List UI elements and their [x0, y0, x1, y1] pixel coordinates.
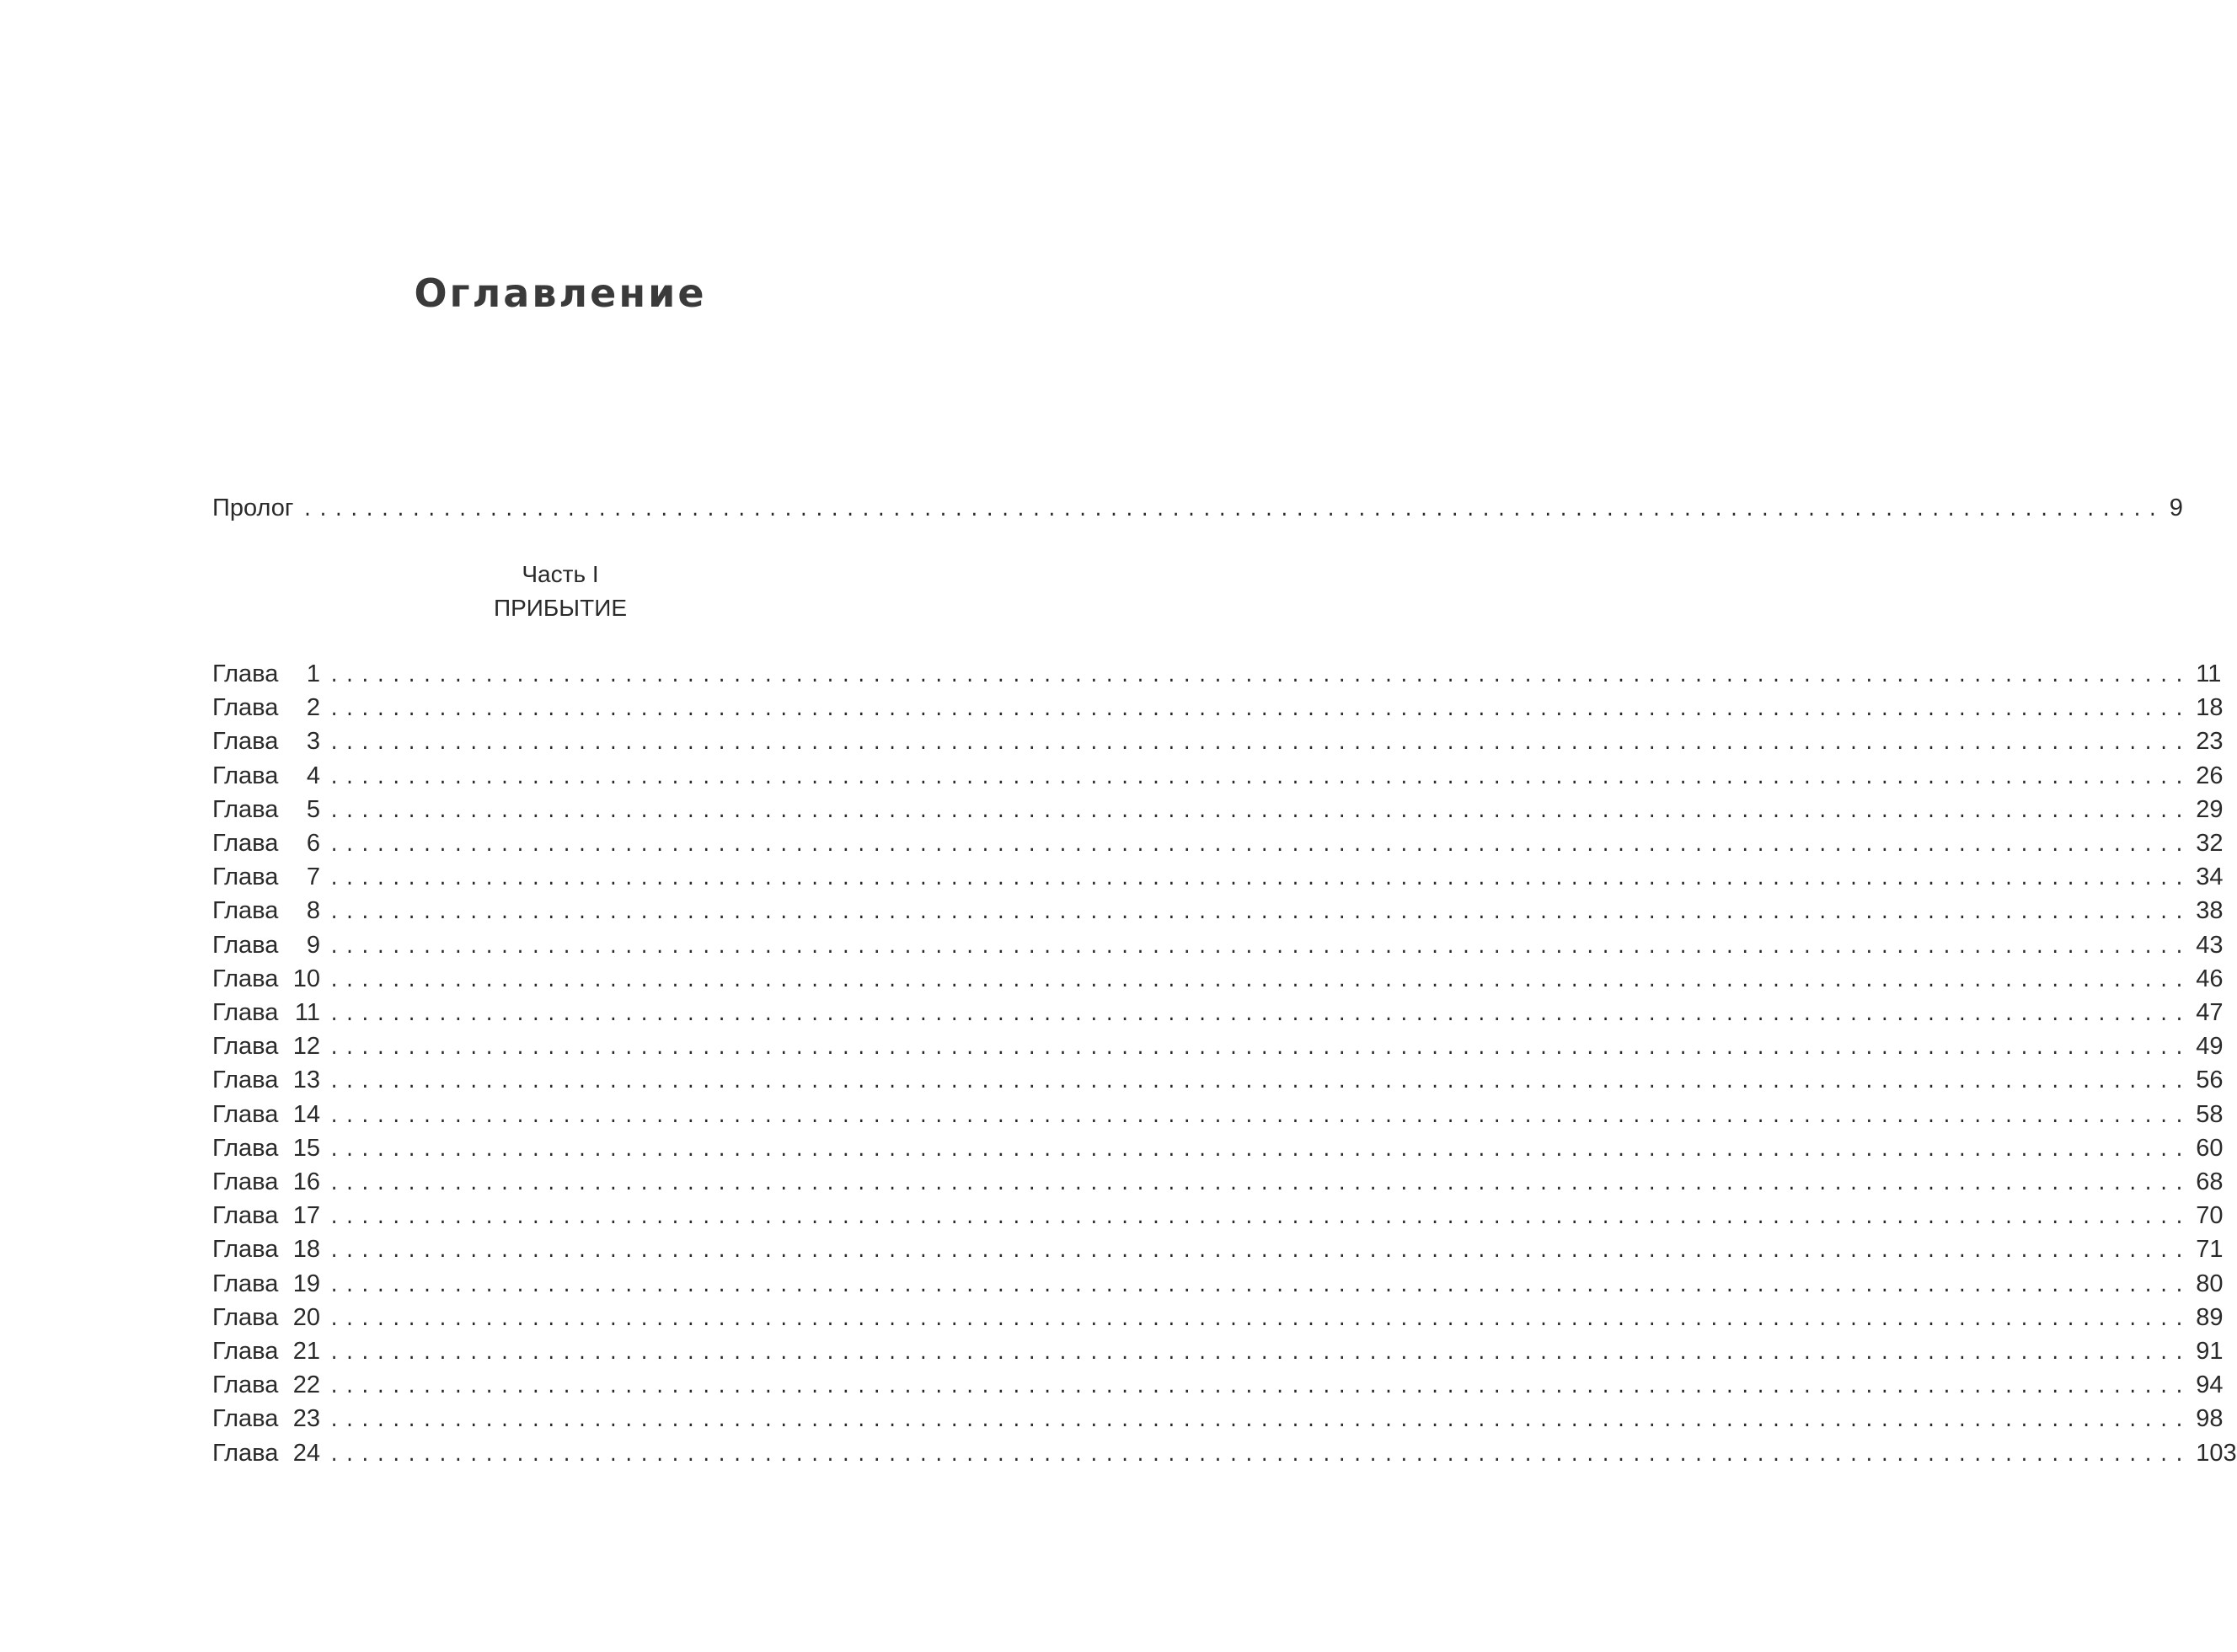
chapter-page-number: 91 — [2196, 1338, 2224, 1365]
prologue-page-number: 9 — [2169, 495, 2183, 521]
toc-entry-chapter[interactable] — [212, 1368, 2224, 1402]
chapter-label — [212, 826, 320, 860]
toc-entry-chapter[interactable] — [212, 1402, 2224, 1435]
chapter-number: 4 — [306, 762, 320, 789]
toc-entry-chapter[interactable] — [212, 826, 2224, 860]
dot-leader: ........................................................................................................................ — [329, 836, 2190, 857]
dot-leader: ........................................................................................................................ — [329, 1344, 2190, 1365]
chapter-word: Глава — [212, 1100, 279, 1128]
dot-leader: ........................................................................................................................ — [329, 734, 2190, 756]
toc-entry-chapter[interactable] — [212, 928, 2224, 962]
chapter-number: 24 — [292, 1439, 320, 1467]
part-heading — [0, 558, 1121, 625]
dot-leader: ........................................................................................................................ — [329, 869, 2190, 891]
chapter-page-number: 47 — [2196, 999, 2224, 1026]
toc-entry-chapter[interactable] — [212, 691, 2224, 724]
chapter-page-number: 70 — [2196, 1202, 2224, 1230]
chapter-label — [212, 1199, 320, 1232]
chapter-number: 12 — [292, 1033, 320, 1061]
toc-entry-chapter[interactable] — [212, 962, 2224, 996]
chapter-word: Глава — [212, 694, 279, 722]
chapter-number: 13 — [292, 1067, 320, 1094]
chapter-word: Глава — [212, 965, 279, 992]
chapter-number: 3 — [306, 728, 320, 756]
dot-leader: ........................................................................................................................ — [329, 1377, 2190, 1399]
chapter-number: 17 — [292, 1202, 320, 1230]
chapter-page-number: 80 — [2196, 1270, 2224, 1297]
chapter-page-number: 98 — [2196, 1405, 2224, 1433]
chapter-label — [212, 1063, 320, 1097]
dot-leader: ........................................................................................................................ — [329, 666, 2190, 687]
chapter-number: 10 — [292, 965, 320, 992]
chapter-number: 5 — [306, 795, 320, 823]
chapter-word: Глава — [212, 1338, 279, 1365]
dot-leader: ........................................................................................................................ — [329, 1411, 2190, 1433]
toc-entry-chapter[interactable] — [212, 1165, 2224, 1199]
page-title: Оглавление — [414, 270, 707, 316]
chapter-label — [212, 894, 320, 928]
chapter-page-number: 56 — [2196, 1067, 2224, 1094]
chapter-word: Глава — [212, 1270, 279, 1297]
chapter-number: 22 — [292, 1371, 320, 1399]
chapter-label — [212, 657, 320, 691]
chapter-label — [212, 793, 320, 826]
dot-leader: ........................................................................................................................ — [329, 903, 2190, 925]
dot-leader: ........................................................................................................................ — [329, 1445, 2190, 1467]
chapter-page-number: 49 — [2196, 1033, 2224, 1061]
chapter-label — [212, 1029, 320, 1063]
dot-leader: ........................................................................................................................ — [329, 1174, 2190, 1195]
toc-entry-chapter[interactable] — [212, 793, 2224, 826]
chapter-page-number: 29 — [2196, 795, 2224, 823]
toc-entry-chapter[interactable] — [212, 860, 2224, 894]
chapter-word: Глава — [212, 931, 279, 959]
chapter-label — [212, 996, 320, 1029]
chapter-word: Глава — [212, 1303, 279, 1331]
chapter-number: 1 — [306, 660, 320, 687]
chapter-label — [212, 1402, 320, 1435]
chapter-word: Глава — [212, 1236, 279, 1264]
chapter-label — [212, 1165, 320, 1199]
chapter-label — [212, 1267, 320, 1301]
chapter-number: 20 — [292, 1303, 320, 1331]
chapter-word: Глава — [212, 1033, 279, 1061]
chapter-page-number: 34 — [2196, 863, 2224, 891]
chapter-page-number: 23 — [2196, 728, 2224, 756]
part-name: ПРИБЫТИЕ — [494, 595, 627, 621]
chapter-page-number: 26 — [2196, 762, 2224, 789]
dot-leader: ........................................................................................................................ — [329, 970, 2190, 992]
toc-entry-chapter[interactable] — [212, 1029, 2224, 1063]
chapter-word: Глава — [212, 1168, 279, 1195]
chapter-page-number: 103 — [2196, 1439, 2237, 1467]
toc-entry-chapter[interactable] — [212, 996, 2224, 1029]
chapter-number: 15 — [292, 1134, 320, 1162]
chapter-word: Глава — [212, 1405, 279, 1433]
chapter-page-number: 60 — [2196, 1134, 2224, 1162]
dot-leader: ........................................................................................................................ — [329, 1309, 2190, 1331]
chapter-number: 11 — [294, 999, 320, 1026]
chapter-label — [212, 1131, 320, 1165]
toc-entry-chapter[interactable] — [212, 759, 2224, 793]
part-number-label: Часть I — [522, 561, 599, 587]
chapter-word: Глава — [212, 795, 279, 823]
dot-leader: ........................................................................................................................ — [329, 1072, 2190, 1094]
dot-leader: ........................................................................................................................ — [329, 1275, 2190, 1297]
chapter-number: 19 — [292, 1270, 320, 1297]
dot-leader: ........................................................................................................................ — [329, 1208, 2190, 1230]
toc-entry-chapter[interactable] — [212, 1436, 2237, 1470]
chapter-word: Глава — [212, 728, 279, 756]
chapter-number: 7 — [306, 863, 320, 891]
chapter-word: Глава — [212, 1067, 279, 1094]
chapter-word: Глава — [212, 830, 279, 857]
toc-entry-chapter[interactable] — [212, 1063, 2224, 1097]
toc-entry-chapter[interactable] — [212, 1131, 2224, 1165]
chapter-label — [212, 1334, 320, 1368]
dot-leader: ........................................................................................................................ — [329, 937, 2190, 959]
chapter-page-number: 46 — [2196, 965, 2224, 992]
toc-entry-chapter[interactable] — [212, 1199, 2224, 1232]
chapter-word: Глава — [212, 762, 279, 789]
chapter-label — [212, 1368, 320, 1402]
chapter-page-number: 38 — [2196, 897, 2224, 925]
dot-leader: ........................................................................................................................ — [329, 801, 2190, 823]
chapter-page-number: 94 — [2196, 1371, 2224, 1399]
chapter-page-number: 68 — [2196, 1168, 2224, 1195]
chapter-number: 21 — [292, 1338, 320, 1365]
dot-leader: ........................................................................................................................ — [329, 767, 2190, 789]
chapter-label — [212, 1436, 320, 1470]
toc-entry-prologue[interactable] — [212, 491, 2183, 525]
dot-leader: ........................................................................................................................ — [329, 1242, 2190, 1264]
dot-leader: ........................................................................................................................ — [329, 1140, 2190, 1162]
chapter-word: Глава — [212, 1439, 279, 1467]
toc-entry-chapter[interactable] — [212, 1098, 2224, 1131]
chapter-label — [212, 724, 320, 758]
chapter-number: 18 — [292, 1236, 320, 1264]
chapter-page-number: 43 — [2196, 931, 2224, 959]
chapter-label — [212, 860, 320, 894]
chapter-page-number: 18 — [2196, 694, 2224, 722]
chapter-number: 8 — [306, 897, 320, 925]
chapter-number: 14 — [292, 1100, 320, 1128]
toc-entry-chapter[interactable] — [212, 1301, 2224, 1334]
chapter-word: Глава — [212, 1134, 279, 1162]
chapter-word: Глава — [212, 1371, 279, 1399]
chapter-label — [212, 928, 320, 962]
chapter-page-number: 32 — [2196, 830, 2224, 857]
chapter-page-number: 89 — [2196, 1303, 2224, 1331]
chapter-number: 23 — [292, 1405, 320, 1433]
chapter-word: Глава — [212, 863, 279, 891]
prologue-label: Пролог — [212, 495, 294, 521]
chapter-label — [212, 962, 320, 996]
toc-entry-chapter[interactable] — [212, 894, 2224, 928]
dot-leader: ........................................................................................................................ — [329, 1106, 2190, 1128]
chapter-label — [212, 1301, 320, 1334]
chapter-page-number: 58 — [2196, 1100, 2224, 1128]
toc-entry-chapter[interactable] — [212, 1334, 2224, 1368]
chapter-label — [212, 1232, 320, 1266]
toc-entry-chapter[interactable] — [212, 1232, 2224, 1266]
chapter-label — [212, 759, 320, 793]
toc-entry-chapter[interactable] — [212, 724, 2224, 758]
dot-leader: ........................................................................................................................ — [329, 700, 2190, 722]
toc-entry-chapter[interactable] — [212, 657, 2222, 691]
chapter-number: 6 — [306, 830, 320, 857]
dot-leader: ........................................................................................................................ — [329, 1039, 2190, 1061]
chapter-number: 2 — [306, 694, 320, 722]
chapter-number: 16 — [292, 1168, 320, 1195]
chapter-word: Глава — [212, 1202, 279, 1230]
chapter-number: 9 — [306, 931, 320, 959]
chapter-label — [212, 1098, 320, 1131]
chapter-label — [212, 691, 320, 724]
chapter-page-number: 71 — [2196, 1236, 2224, 1264]
dot-leader: ........................................................................................................................ — [302, 500, 2163, 521]
chapter-page-number: 11 — [2196, 660, 2222, 687]
toc-entry-chapter[interactable] — [212, 1267, 2224, 1301]
chapter-word: Глава — [212, 897, 279, 925]
chapter-word: Глава — [212, 660, 279, 687]
chapter-word: Глава — [212, 999, 279, 1026]
dot-leader: ........................................................................................................................ — [329, 1005, 2190, 1026]
